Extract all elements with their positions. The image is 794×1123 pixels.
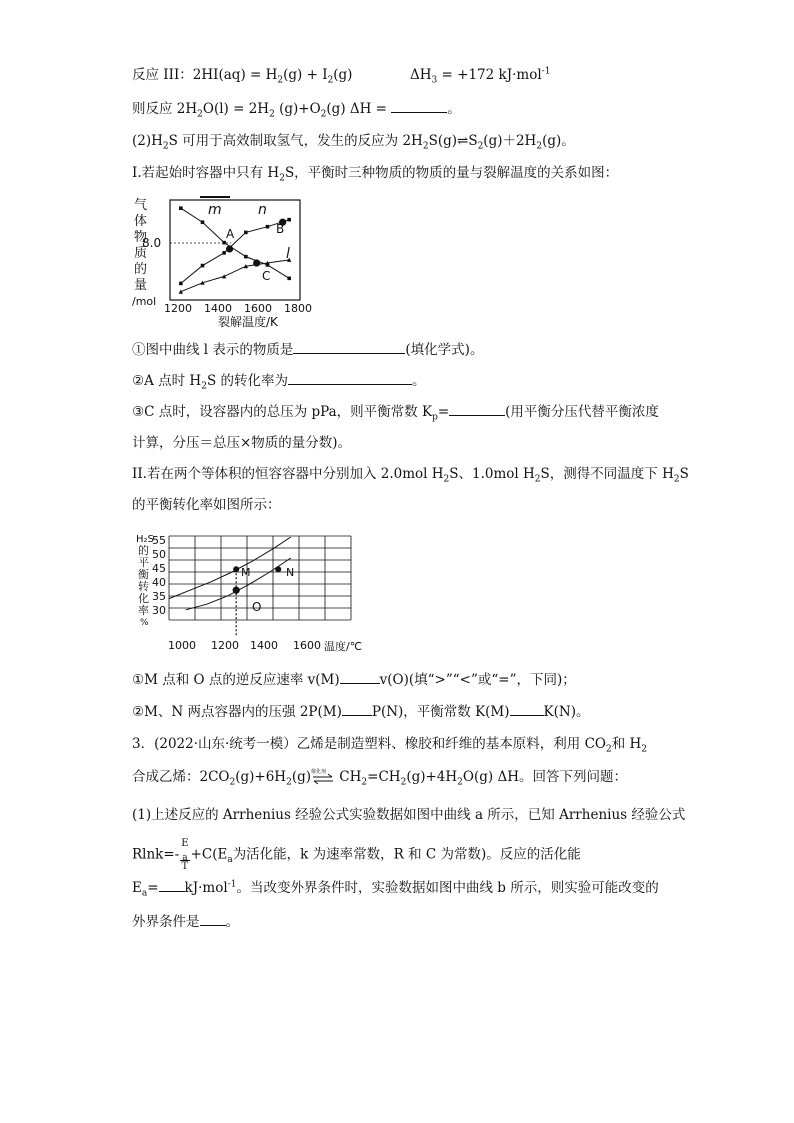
question-3: ③C 点时，设容器内的总压为 pPa，则平衡常数 $K_p=$ (用平衡分压代替平衡浓度 <box>132 404 659 423</box>
point-label-C: C <box>262 269 271 283</box>
arrhenius-line-4: 外界条件是 。 <box>132 914 239 930</box>
svg-text:的: 的 <box>138 544 149 557</box>
svg-text:/mol: /mol <box>132 295 157 308</box>
question-3-cont: 计算，分压＝总压×物质的量分数)。 <box>132 435 352 451</box>
data-point-n <box>201 264 205 268</box>
curve-label-m: m <box>208 202 222 218</box>
point-label-M: M <box>241 566 251 579</box>
part-ii-intro-cont: 的平衡转化率如图所示： <box>132 497 281 513</box>
x-tick-label: 1600 <box>293 639 321 652</box>
x-axis-title: 温度/℃ <box>324 640 363 653</box>
data-point-m <box>179 206 183 210</box>
svg-text:转: 转 <box>138 580 149 593</box>
x-tick-label: 1600 <box>244 302 272 315</box>
data-point-m <box>222 241 226 245</box>
svg-text:物: 物 <box>134 230 148 245</box>
x-tick-label: 1200 <box>211 639 239 652</box>
arrhenius-line-1: (1)上述反应的 Arrhenius 经验公式实验数据如图中曲线 a 所示，已知 Arrhenius 经验公式 <box>132 807 686 823</box>
x-tick-label: 1000 <box>168 639 196 652</box>
x-axis-title: 裂解温度/K <box>218 315 278 329</box>
svg-text:量: 量 <box>134 278 148 293</box>
x-tick-labels <box>164 302 312 315</box>
x-tick-label: 1400 <box>250 639 278 652</box>
point-label-O: O <box>252 600 262 614</box>
chart-conversion-vs-temperature <box>133 530 373 660</box>
part-2-intro: $(2)H_2S$ 可用于高效制取氢气，发生的反应为 $2H_2S(g)\rightleftharpoons S_2(g)+2H_2(g)$。 <box>132 133 575 152</box>
point-label-N: N <box>286 566 295 579</box>
x-tick-label: 1800 <box>284 302 312 315</box>
data-point-m <box>287 277 291 281</box>
answer-blank-q2[interactable] <box>288 371 412 385</box>
arrhenius-line-2: Rlnk=- E $_a$ T $+C(E_a$为活化能，k 为速率常数，R 和 C 为常数)。反应的活化能 <box>132 838 581 872</box>
point-C <box>253 259 260 266</box>
x-tick-labels <box>168 639 321 652</box>
svg-text:率: 率 <box>138 604 149 617</box>
question-1: ①图中曲线 l 表示的物质是 (填化学式)。 <box>132 342 484 358</box>
data-point-m <box>244 255 248 259</box>
series-line-l <box>181 260 289 292</box>
answer-blank-q1[interactable] <box>293 340 405 354</box>
chart-moles-vs-temperature <box>130 192 330 332</box>
reversible-arrow-icon: 催化剂 <box>311 771 335 785</box>
data-point-n <box>222 251 226 255</box>
x-tick-label: 1400 <box>204 302 232 315</box>
curve-label-l: l <box>286 246 290 262</box>
ethylene-reaction: 合成乙烯：$2CO_2(g)+6H_2(g)$ 催化剂 $CH_2=CH_2(g)+4H_2O(g)$ ΔH。回答下列问题： <box>132 768 627 788</box>
point-label-B: B <box>276 222 285 236</box>
answer-blank-m2-k[interactable] <box>510 702 544 716</box>
arrhenius-line-3: $E_a= kJ\cdot mol^{-1}$。当改变外界条件时，实验数据如图中曲线 b 所示，则实验可能改变的 <box>132 879 659 899</box>
question-m2: ②M、N 两点容器内的压强 2P(M) P(N)，平衡常数 K(M) K(N)。 <box>132 704 590 720</box>
part-i-intro: Ⅰ.若起始时容器中只有 $H_2S$，平衡时三种物质的物质的量与裂解温度的关系如图： <box>132 165 619 184</box>
x-tick-label: 1200 <box>164 302 192 315</box>
svg-text:平: 平 <box>138 556 149 569</box>
answer-blank-condition[interactable] <box>200 912 226 926</box>
point-A <box>226 245 233 252</box>
answer-blank-m2-pressure[interactable] <box>342 702 372 716</box>
answer-blank-dh[interactable] <box>391 99 447 113</box>
problem-3-intro: 3．(2022·山东·统考一模）乙烯是制造塑料、橡胶和纤维的基本原料，利用 $CO_2$和 $H_2$ <box>132 736 648 755</box>
data-point-n <box>244 231 248 235</box>
point-M <box>233 566 239 572</box>
data-point-n <box>287 218 291 222</box>
part-ii-intro: II.若在两个等体积的恒容容器中分别加入 2.0mol $H_2S$、1.0mol $H_2S$，测得不同温度下 $H_2S$ <box>132 466 689 485</box>
data-point-n <box>179 282 183 286</box>
question-2: ②A 点时 $H_2S$ 的转化率为 。 <box>132 373 426 392</box>
point-O <box>233 587 240 594</box>
svg-text:%: % <box>140 618 149 628</box>
svg-text:化: 化 <box>138 592 149 605</box>
data-point-n <box>266 225 270 229</box>
y-tick-label: 50 <box>152 548 166 561</box>
svg-text:的: 的 <box>134 262 148 277</box>
y-tick-label: 35 <box>152 590 166 603</box>
series-line-upper <box>169 537 291 599</box>
y-tick-labels <box>152 534 166 617</box>
svg-text:H₂S: H₂S <box>136 534 154 545</box>
series-line-n <box>181 220 289 284</box>
svg-text:体: 体 <box>134 214 148 229</box>
curve-label-n: n <box>258 202 267 218</box>
point-label-A: A <box>226 227 235 241</box>
svg-text:质: 质 <box>134 246 148 261</box>
data-point-m <box>201 220 205 224</box>
answer-blank-m1[interactable] <box>340 670 380 684</box>
svg-text:气: 气 <box>134 198 148 213</box>
data-point-l <box>222 274 226 278</box>
y-tick-label: 40 <box>152 576 166 589</box>
answer-blank-q3[interactable] <box>449 402 505 416</box>
question-m1: ①M 点和 O 点的逆反应速率 v(M) v(O)(填“>”“<”或“=”，下同)； <box>132 672 576 688</box>
y-tick-label: 30 <box>152 604 166 617</box>
y-axis-title <box>132 198 156 308</box>
overall-reaction-line: 则反应 $2H_2O(l) = 2H_2$ $(g)+O_2(g) \Delta H$ = 。 <box>132 101 461 120</box>
answer-blank-ea[interactable] <box>159 878 185 892</box>
y-tick-label: 45 <box>152 562 166 575</box>
reaction-3-line: 反应 III：$2HI(aq) = H_2(g) + I_2(g)$ $\Delta H_3 = +172$ kJ·mol$^{-1}$ <box>132 66 551 86</box>
y-tick-label: 8.0 <box>142 236 162 250</box>
point-N <box>275 566 281 572</box>
svg-text:衡: 衡 <box>138 568 149 581</box>
y-tick-label: 55 <box>152 534 166 547</box>
fraction-ea-over-t: E $_a$ T <box>181 838 189 872</box>
